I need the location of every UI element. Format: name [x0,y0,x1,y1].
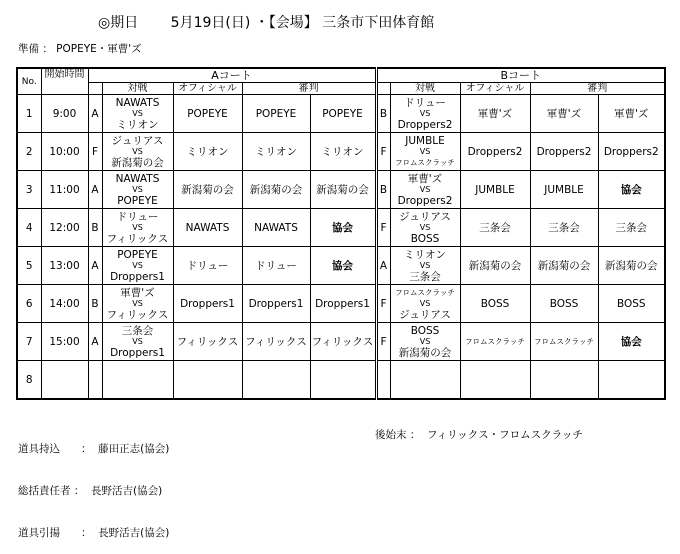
b-home-team: ジュリアス [399,210,451,223]
a-away-team: POPEYE [117,194,158,207]
header-b-match: 対戦 [390,83,460,95]
vs-label: VS [419,184,431,194]
header-a-blank [88,83,102,95]
b-court-letter: F [376,285,390,323]
b-match [390,247,460,285]
a-official: ドリュー [173,247,242,285]
start-time: 15:00 [41,323,88,361]
a-court-letter: A [88,247,102,285]
vs-label: VS [132,222,143,232]
a-away-team: フィリックス [106,232,169,245]
header-a-referee: 審判 [242,83,376,95]
a-referee-2: 協会 [310,209,376,247]
b-match [390,95,460,133]
b-away-team: フロムスクラッチ [395,157,455,167]
a-referee-2: ミリオン [310,133,376,171]
b-court-letter [376,361,390,400]
b-match [390,171,460,209]
b-court-letter: A [376,247,390,285]
a-court-letter: A [88,95,102,133]
equipment-in: 道具持込 ： 藤田正志(協会) [18,443,170,455]
b-official: フロムスクラッチ [460,323,530,361]
a-referee-2: フィリックス [310,323,376,361]
a-official: ミリオン [173,133,242,171]
b-home-team: 軍曹'ズ [407,172,443,185]
vs-label: VS [132,298,143,308]
a-official [173,361,242,400]
a-referee-2: 新潟菊の会 [310,171,376,209]
vs-label: VS [419,298,431,308]
vs-label: VS [132,260,143,270]
vs-label: VS [419,146,431,156]
a-match [102,171,173,209]
a-home-team: ジュリアス [111,134,164,147]
a-home-team: NAWATS [115,96,160,109]
b-court-letter: B [376,95,390,133]
b-referee-1: JUMBLE [530,171,598,209]
a-court-letter: A [88,171,102,209]
b-away-team: BOSS [410,232,440,245]
a-referee-2: 協会 [310,247,376,285]
a-court-letter: A [88,323,102,361]
table-row [17,171,665,209]
a-home-team: POPEYE [117,248,158,261]
b-match [390,361,460,400]
vs-label: VS [132,108,143,118]
a-referee-2: Droppers1 [310,285,376,323]
header-a-official: オフィシャル [173,83,242,95]
b-official: 軍曹'ズ [460,95,530,133]
b-court-letter: F [376,209,390,247]
b-referee-2: 軍曹'ズ [598,95,665,133]
a-referee-1: ミリオン [242,133,310,171]
a-match [102,323,173,361]
footer-left [18,414,169,554]
a-home-team: NAWATS [115,172,160,185]
b-away-team: ジュリアス [399,308,451,321]
a-away-team: 新潟菊の会 [111,156,164,169]
header-court-a: Aコート [88,68,376,83]
b-match [390,285,460,323]
vs-label: VS [132,184,143,194]
a-match [102,361,173,400]
start-time: 11:00 [41,171,88,209]
a-referee-1: ドリュー [242,247,310,285]
b-referee-1: フロムスクラッチ [530,323,598,361]
b-referee-2: 三条会 [598,209,665,247]
b-home-team: JUMBLE [405,134,445,147]
table-row [17,133,665,171]
b-official: 新潟菊の会 [460,247,530,285]
row-number: 5 [17,247,41,285]
a-match [102,95,173,133]
b-away-team: Droppers2 [397,194,453,207]
b-home-team: BOSS [410,324,440,337]
b-referee-2 [598,361,665,400]
table-row [17,361,665,400]
a-home-team: ドリュー [116,210,159,223]
row-number: 7 [17,323,41,361]
start-time: 12:00 [41,209,88,247]
a-court-letter: B [88,285,102,323]
a-away-team: Droppers1 [110,346,165,359]
header-b-blank [376,83,390,95]
b-official: Droppers2 [460,133,530,171]
a-referee-1 [242,361,310,400]
a-referee-2 [310,361,376,400]
b-away-team: 新潟菊の会 [398,346,452,359]
start-time: 13:00 [41,247,88,285]
table-row [17,209,665,247]
b-match [390,209,460,247]
a-away-team: Droppers1 [110,270,165,283]
b-referee-1: Droppers2 [530,133,598,171]
a-court-letter: B [88,209,102,247]
row-number: 2 [17,133,41,171]
table-row [17,323,665,361]
event-title: ◎期日 5月19日(日) ・【会場】 三条市下田体育館 [98,15,435,31]
b-official: BOSS [460,285,530,323]
b-home-team: ドリュー [404,96,446,109]
b-referee-1: 新潟菊の会 [530,247,598,285]
start-time: 14:00 [41,285,88,323]
a-referee-1: 新潟菊の会 [242,171,310,209]
a-match [102,133,173,171]
row-number: 1 [17,95,41,133]
header-b-official: オフィシャル [460,83,530,95]
a-court-letter [88,361,102,400]
a-match [102,285,173,323]
b-home-team: ミリオン [404,248,446,261]
a-referee-2: POPEYE [310,95,376,133]
start-time: 9:00 [41,95,88,133]
vs-label: VS [419,222,431,232]
b-referee-2: Droppers2 [598,133,665,171]
vs-label: VS [419,260,431,270]
table-row [17,95,665,133]
b-referee-1: 三条会 [530,209,598,247]
b-official: 三条会 [460,209,530,247]
row-number: 8 [17,361,41,400]
a-referee-1: Droppers1 [242,285,310,323]
b-court-letter: B [376,171,390,209]
b-referee-2: 新潟菊の会 [598,247,665,285]
vs-label: VS [132,146,143,156]
a-match [102,209,173,247]
start-time: 10:00 [41,133,88,171]
row-number: 3 [17,171,41,209]
header-a-match: 対戦 [102,83,173,95]
a-official: POPEYE [173,95,242,133]
b-referee-1: BOSS [530,285,598,323]
a-away-team: ミリオン [116,118,159,131]
a-official: フィリックス [173,323,242,361]
b-match [390,323,460,361]
table-row [17,247,665,285]
a-official: 新潟菊の会 [173,171,242,209]
row-number: 6 [17,285,41,323]
a-referee-1: フィリックス [242,323,310,361]
b-referee-1 [530,361,598,400]
cleanup: 後始末 ： フィリックス・フロムスクラッチ [375,429,583,441]
vs-label: VS [419,108,431,118]
schedule-table [16,67,666,400]
b-official [460,361,530,400]
header-no: No. [17,68,41,95]
b-away-team: Droppers2 [397,118,453,131]
row-number: 4 [17,209,41,247]
equipment-out: 道具引揚 ： 長野活吉(協会) [18,527,170,539]
b-referee-2: 協会 [598,323,665,361]
a-home-team: 三条会 [121,324,154,337]
vs-label: VS [419,336,431,346]
b-official: JUMBLE [460,171,530,209]
b-home-team: フロムスクラッチ [395,287,455,297]
a-match [102,247,173,285]
a-court-letter: F [88,133,102,171]
b-away-team: 三条会 [409,270,441,283]
a-referee-1: NAWATS [242,209,310,247]
a-referee-1: POPEYE [242,95,310,133]
table-row [17,285,665,323]
a-home-team: 軍曹'ズ [120,286,155,299]
header-court-b: Bコート [376,68,665,83]
header-start-time: 開始時間 [41,68,88,95]
preparation-note: 準備 ： POPEYE・軍曹'ズ [18,43,142,55]
b-match [390,133,460,171]
a-official: NAWATS [173,209,242,247]
b-court-letter: F [376,323,390,361]
a-official: Droppers1 [173,285,242,323]
b-referee-1: 軍曹'ズ [530,95,598,133]
header-b-referee: 審判 [530,83,665,95]
start-time [41,361,88,400]
b-referee-2: BOSS [598,285,665,323]
a-away-team: フィリックス [106,308,169,321]
b-court-letter: F [376,133,390,171]
supervisor: 総括責任者 ： 長野活吉(協会) [18,485,163,497]
vs-label: VS [132,336,143,346]
b-referee-2: 協会 [598,171,665,209]
